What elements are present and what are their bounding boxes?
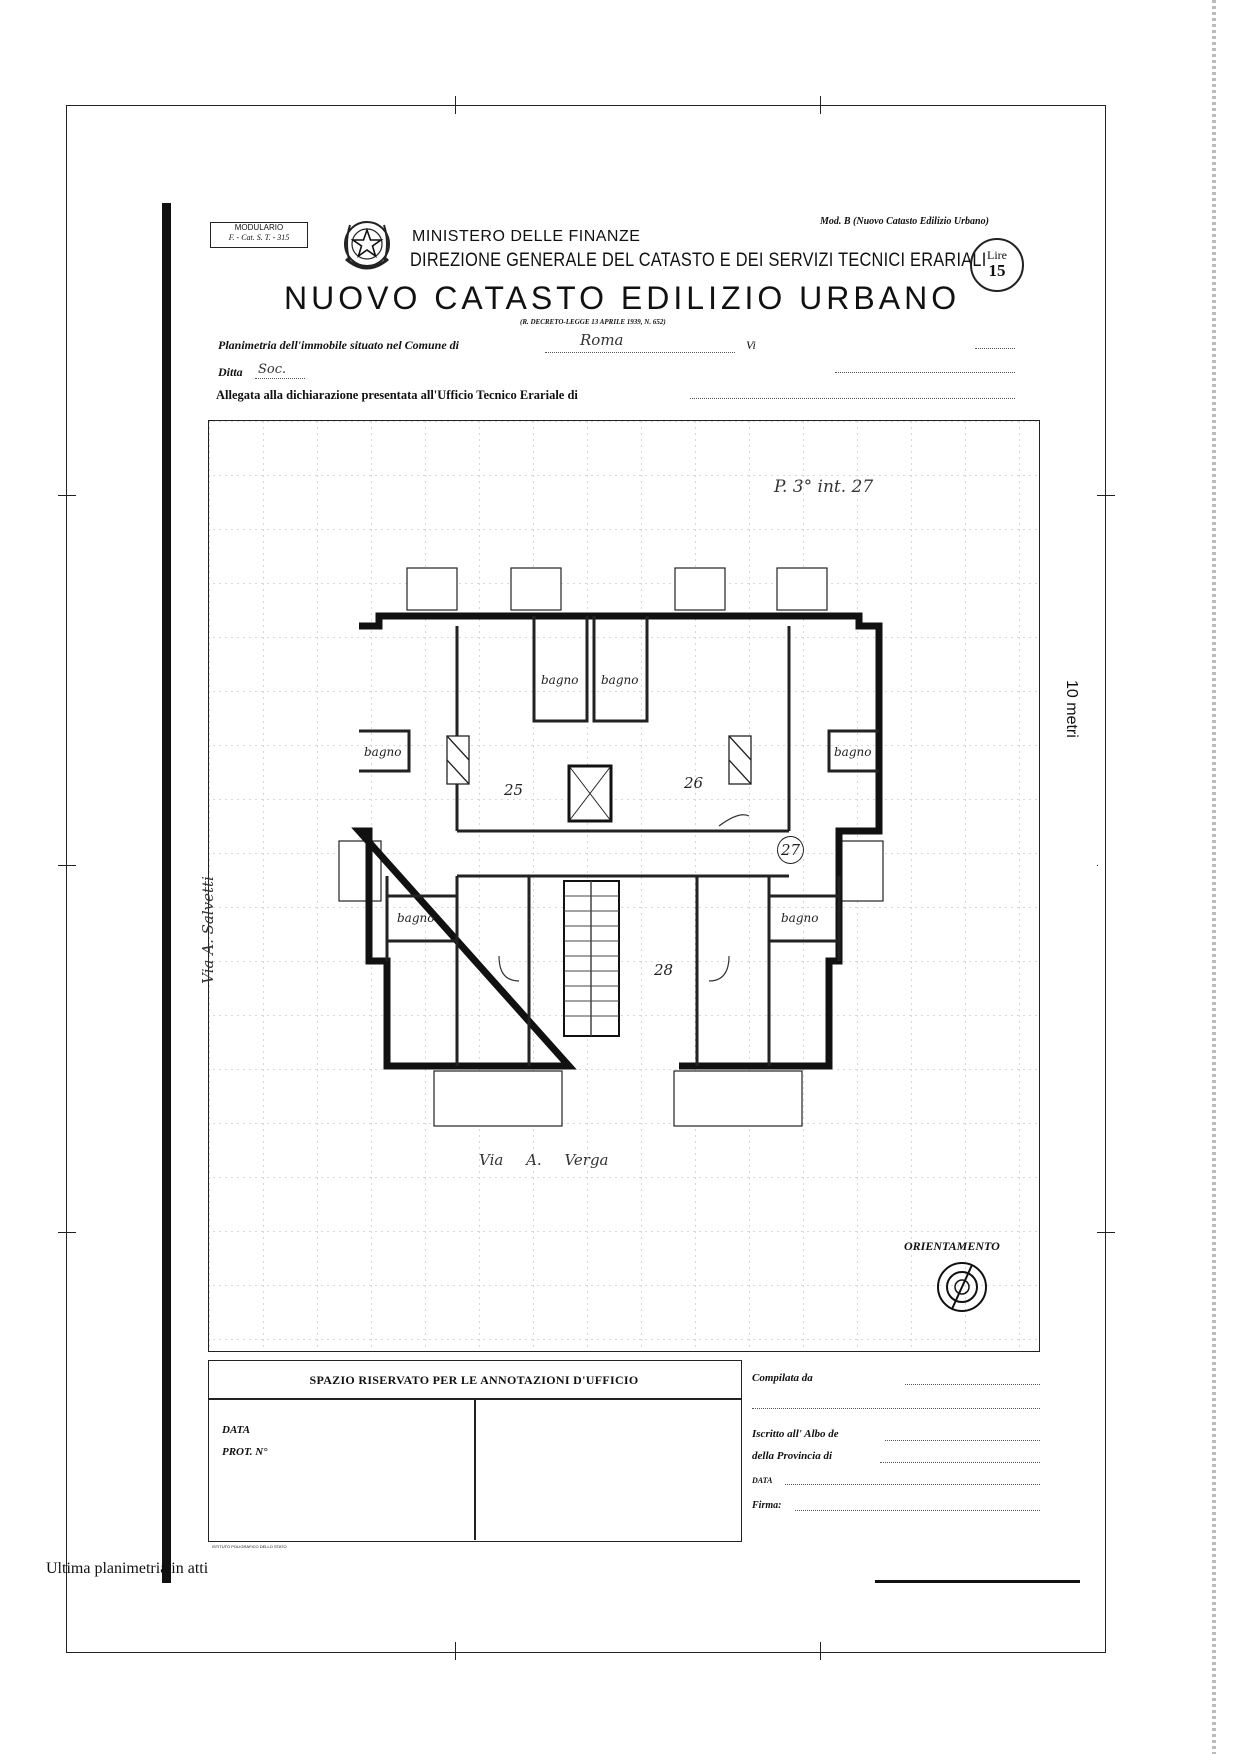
iscritto-dots — [885, 1440, 1040, 1441]
unit-27: 27 — [777, 836, 804, 864]
room-bagno-3: bagno — [364, 745, 402, 759]
decree-note: (R. DECRETO-LEGGE 13 APRILE 1939, N. 652) — [520, 318, 666, 326]
footer-caption: Ultima planimetria in atti — [46, 1560, 209, 1577]
mod-b-label: Mod. B (Nuovo Catasto Edilizio Urbano) — [820, 216, 989, 227]
office-col-divider — [474, 1398, 476, 1540]
room-bagno-5: bagno — [397, 911, 435, 925]
compilata-label: Compilata da — [752, 1372, 813, 1384]
floor-plan — [209, 421, 1039, 1351]
direction-heading: DIREZIONE GENERALE DEL CATASTO E DEI SERVIZI TECNICI ERARIALI — [410, 250, 987, 271]
office-data-right: DATA — [752, 1476, 773, 1485]
comune-dots — [545, 352, 735, 353]
lire-stamp — [970, 238, 1024, 292]
unit-26: 26 — [684, 774, 704, 792]
republic-emblem — [338, 215, 396, 277]
comune-value: Roma — [580, 331, 624, 349]
room-bagno-1: bagno — [541, 673, 579, 687]
street-left: Via A. Salvetti — [198, 876, 217, 984]
street-bottom: Via A. Verga — [479, 1151, 609, 1169]
allegata-label: Allegata alla dichiarazione presentata all'Ufficio Tecnico Erariale di — [216, 388, 578, 402]
provincia-label: della Provincia di — [752, 1450, 833, 1462]
printer-mark: ISTITUTO POLIGRAFICO DELLO STATO — [212, 1544, 287, 1549]
office-header: SPAZIO RISERVATO PER LE ANNOTAZIONI D'UFFICIO — [309, 1373, 639, 1387]
allegata-dots — [690, 398, 1015, 399]
office-data: DATA — [222, 1424, 251, 1436]
ditta-dots-right — [835, 372, 1015, 373]
data-right-dots — [785, 1484, 1040, 1485]
page-title: NUOVO CATASTO EDILIZIO URBANO — [284, 280, 961, 316]
floor-note: P. 3° int. 27 — [774, 477, 874, 497]
ditta-dots — [255, 378, 305, 379]
plan-frame — [198, 420, 1040, 1352]
firma-dots — [795, 1510, 1040, 1511]
bottom-rule — [875, 1580, 1080, 1583]
compass-icon — [934, 1259, 990, 1315]
compilata-dots — [905, 1384, 1040, 1385]
orientamento-label: ORIENTAMENTO — [904, 1239, 1000, 1253]
ministry-heading: MINISTERO DELLE FINANZE — [412, 228, 641, 245]
via-label: Vi — [746, 338, 756, 352]
modulario-line2: F. - Cat. S. T. - 315 — [228, 233, 290, 242]
firma-label: Firma: — [752, 1500, 782, 1511]
stamp-amount: 15 — [988, 261, 1006, 280]
stamp-lire: Lire — [987, 248, 1007, 262]
page-edge — [1212, 0, 1216, 1754]
modulario-line1: MODULARIO — [234, 223, 284, 232]
room-bagno-2: bagno — [601, 673, 639, 687]
unit-28: 28 — [654, 961, 674, 979]
ditta-value: Soc. — [258, 362, 287, 377]
room-bagno-6: bagno — [781, 911, 819, 925]
planimetria-label: Planimetria dell'immobile situato nel Comune di — [218, 338, 460, 352]
meters-label: 10 metri — [1063, 680, 1080, 738]
room-bagno-4: bagno — [834, 745, 872, 759]
provincia-dots — [880, 1462, 1040, 1463]
office-prot: PROT. N° — [222, 1446, 268, 1458]
binding-bar — [162, 203, 171, 1583]
compilata-dots-2 — [752, 1408, 1040, 1409]
iscritto-label: Iscritto all' Albo de — [752, 1428, 839, 1440]
ditta-label: Ditta — [218, 365, 243, 379]
modulario-box — [210, 222, 308, 248]
via-dots — [975, 348, 1015, 349]
unit-25: 25 — [504, 781, 524, 799]
